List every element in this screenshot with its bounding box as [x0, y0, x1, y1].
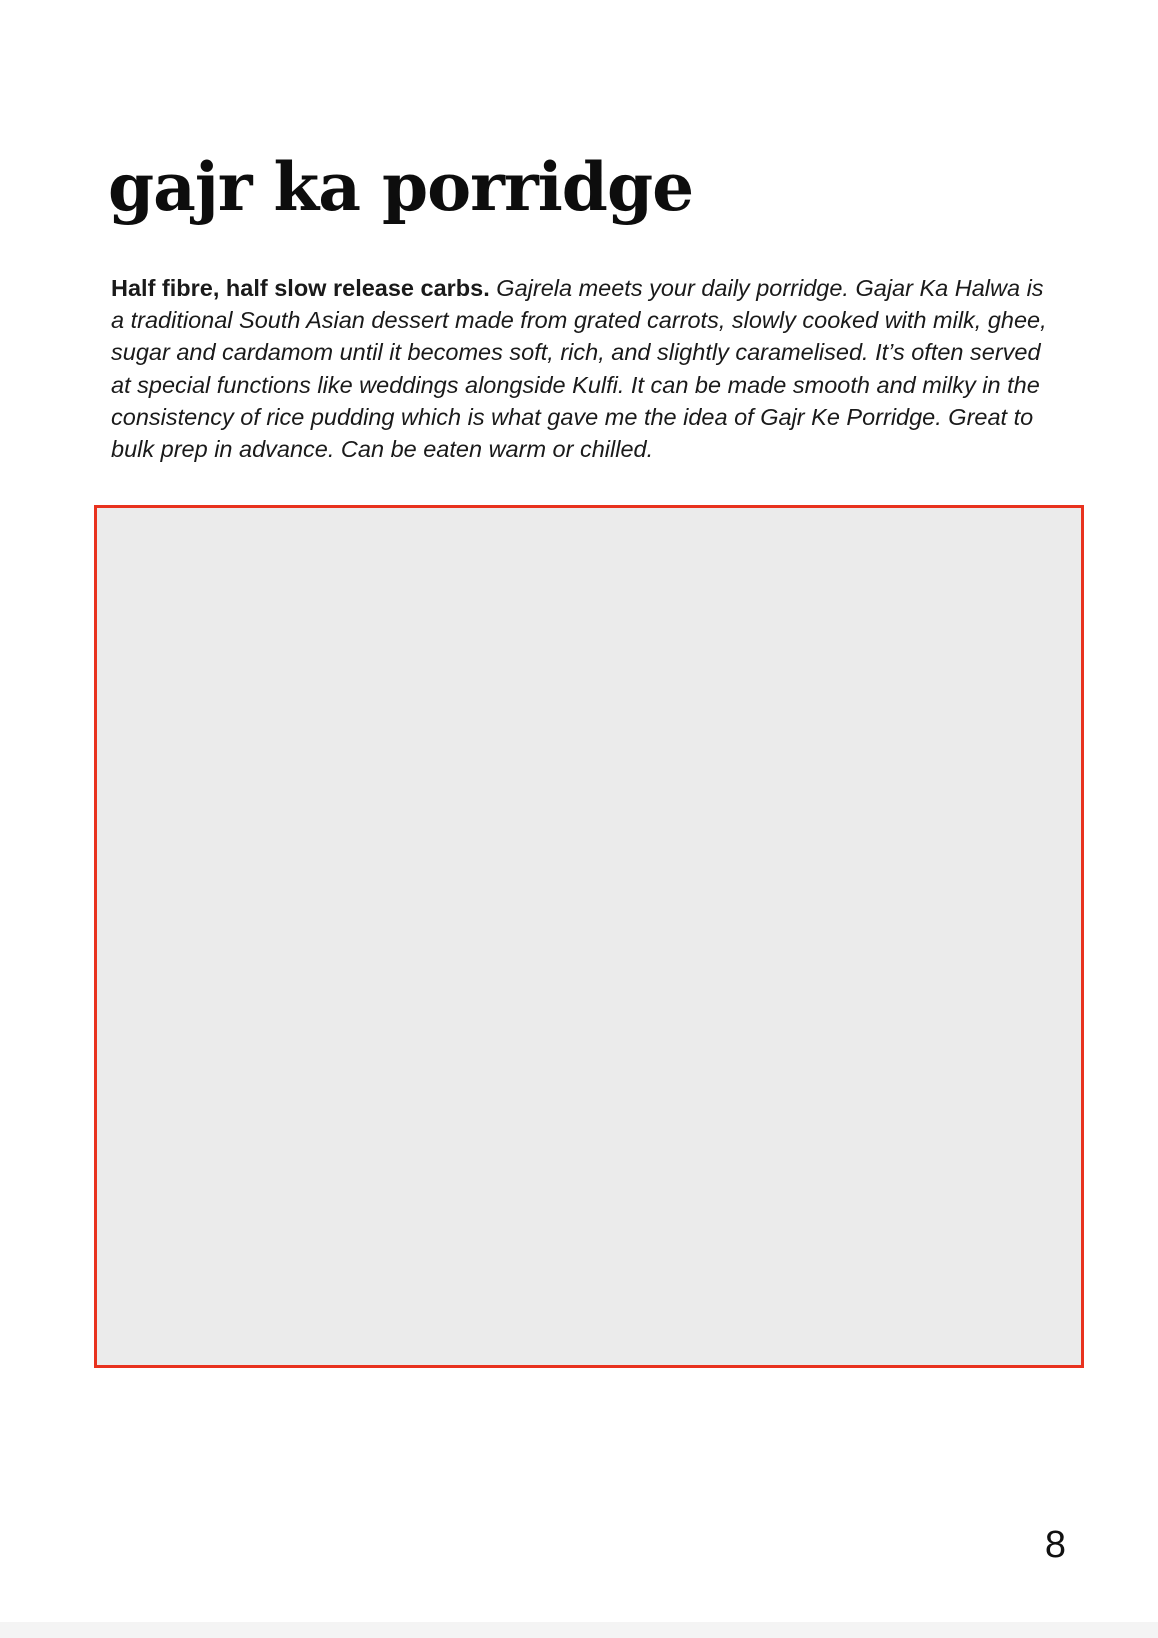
recipe-image-placeholder	[94, 505, 1084, 1368]
recipe-lead: Half fibre, half slow release carbs.	[111, 275, 490, 301]
recipe-intro	[111, 272, 1061, 465]
page-number: 8	[1044, 1524, 1066, 1566]
recipe-title: gajr ka porridge	[108, 148, 694, 226]
recipe-description: Gajrela meets your daily porridge. Gajar Ka Halwa is a traditional South Asian dessert made from grated carrots, slowly cooked with milk, ghee, sugar and cardamom until it becomes soft, rich, and slightly caramelised. It’s often served at special functions like weddings alongside Kulfi. It can be made smooth and milky in the consistency of rice pudding which is what gave me the idea of Gajr Ke Porridge. Great to bulk prep in advance. Can be eaten warm or chilled.	[111, 275, 1047, 463]
page-bottom-strip	[0, 1622, 1158, 1638]
